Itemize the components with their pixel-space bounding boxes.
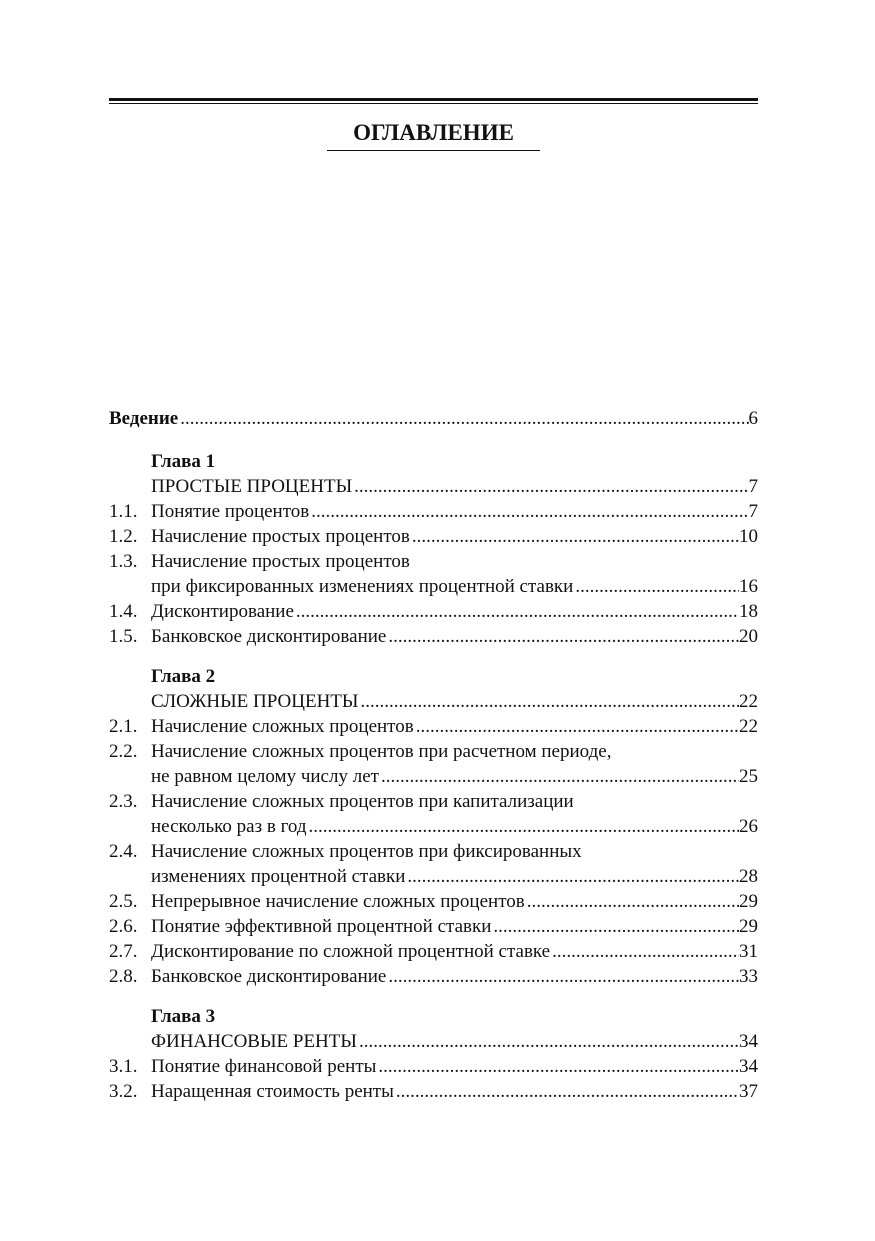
leader-dots (575, 574, 739, 599)
toc-section-entry[interactable] (109, 789, 758, 814)
section-number: 1.4. (109, 601, 138, 622)
section-title: Начисление сложных процентов при капитализации (151, 791, 574, 812)
toc-section-entry[interactable] (109, 1054, 758, 1079)
section-title: Понятие финансовой ренты (151, 1056, 377, 1077)
leader-dots (296, 599, 739, 624)
section-number: 1.5. (109, 626, 138, 647)
toc-section-entry[interactable] (109, 964, 758, 989)
chapter-label-line (109, 664, 758, 689)
section-title: Начисление сложных процентов при фиксированных (151, 841, 582, 862)
leader-dots (493, 914, 739, 939)
toc-section-entry[interactable] (109, 499, 758, 524)
section-number: 3.1. (109, 1056, 138, 1077)
chapter-title-entry[interactable] (109, 1029, 758, 1054)
toc-section-entry[interactable] (109, 574, 758, 599)
leader-dots (407, 864, 739, 889)
leader-dots (378, 1054, 739, 1079)
chapter-label: Глава 3 (151, 1006, 216, 1027)
section-title: Начисление сложных процентов (151, 716, 414, 737)
leader-dots (381, 764, 739, 789)
toc-intro-page: 6 (748, 408, 758, 429)
section-page: 25 (739, 766, 758, 787)
section-title: при фиксированных изменениях процентной ставки (151, 576, 574, 597)
section-title: Начисление сложных процентов при расчетном периоде, (151, 741, 612, 762)
section-page: 31 (739, 941, 758, 962)
toc-section-entry[interactable] (109, 599, 758, 624)
toc-section-entry[interactable] (109, 524, 758, 549)
section-number: 2.4. (109, 841, 138, 862)
leader-dots (309, 814, 739, 839)
section-page: 10 (739, 526, 758, 547)
chapter-title: ФИНАНСОВЫЕ РЕНТЫ (151, 1031, 357, 1052)
toc-intro-entry[interactable] (109, 406, 758, 431)
section-number: 1.1. (109, 501, 138, 522)
section-number: 2.3. (109, 791, 138, 812)
section-page: 33 (739, 966, 758, 987)
section-number: 2.7. (109, 941, 138, 962)
toc-section-entry[interactable] (109, 889, 758, 914)
leader-dots (416, 714, 739, 739)
toc-section-entry[interactable] (109, 814, 758, 839)
spacer (109, 649, 758, 664)
chapter-title-entry[interactable] (109, 689, 758, 714)
toc-section-entry[interactable] (109, 1079, 758, 1104)
toc-section-entry[interactable] (109, 864, 758, 889)
section-title: несколько раз в год (151, 816, 307, 837)
section-title: Понятие эффективной процентной ставки (151, 916, 492, 937)
section-number: 2.5. (109, 891, 138, 912)
toc-section-entry[interactable] (109, 939, 758, 964)
chapter-label-line (109, 1004, 758, 1029)
section-title: Непрерывное начисление сложных процентов (151, 891, 525, 912)
leader-dots (388, 624, 739, 649)
section-page: 22 (739, 716, 758, 737)
toc-section-entry[interactable] (109, 764, 758, 789)
chapter-title: СЛОЖНЫЕ ПРОЦЕНТЫ (151, 691, 359, 712)
section-page: 29 (739, 891, 758, 912)
toc-section-entry[interactable] (109, 839, 758, 864)
chapter-label: Глава 2 (151, 666, 216, 687)
section-number: 2.2. (109, 741, 138, 762)
chapter-page: 7 (748, 476, 758, 497)
section-number: 2.8. (109, 966, 138, 987)
toc-section-entry[interactable] (109, 914, 758, 939)
section-page: 29 (739, 916, 758, 937)
toc-section-entry[interactable] (109, 714, 758, 739)
leader-dots (359, 1029, 739, 1054)
spacer (109, 431, 758, 449)
section-title: Банковское дисконтирование (151, 626, 387, 647)
section-page: 18 (739, 601, 758, 622)
leader-dots (412, 524, 739, 549)
chapter-title: ПРОСТЫЕ ПРОЦЕНТЫ (151, 476, 353, 497)
section-number: 2.6. (109, 916, 138, 937)
page-title: ОГЛАВЛЕНИЕ (327, 119, 540, 151)
section-title: Наращенная стоимость ренты (151, 1081, 394, 1102)
leader-dots (527, 889, 739, 914)
leader-dots (311, 499, 748, 524)
section-title: не равном целому числу лет (151, 766, 379, 787)
section-number: 1.2. (109, 526, 138, 547)
toc-intro-text: Ведение (109, 408, 179, 429)
leader-dots (360, 689, 739, 714)
section-title: Банковское дисконтирование (151, 966, 387, 987)
table-of-contents (109, 406, 758, 1104)
leader-dots (396, 1079, 739, 1104)
section-title: Начисление простых процентов (151, 526, 410, 547)
section-title: Начисление простых процентов (151, 551, 410, 572)
leader-dots (552, 939, 739, 964)
section-page: 34 (739, 1056, 758, 1077)
section-page: 16 (739, 576, 758, 597)
chapter-label: Глава 1 (151, 451, 216, 472)
toc-section-entry[interactable] (109, 549, 758, 574)
section-page: 26 (739, 816, 758, 837)
section-page: 20 (739, 626, 758, 647)
section-number: 1.3. (109, 551, 138, 572)
chapter-page: 34 (739, 1031, 758, 1052)
spacer (109, 989, 758, 1004)
section-title: Дисконтирование (151, 601, 294, 622)
section-title: Понятие процентов (151, 501, 310, 522)
toc-section-entry[interactable] (109, 739, 758, 764)
header-rule-thick (109, 98, 758, 101)
header-rule-thin (109, 103, 758, 104)
leader-dots (388, 964, 739, 989)
chapter-page: 22 (739, 691, 758, 712)
section-number: 2.1. (109, 716, 138, 737)
chapter-label-line (109, 449, 758, 474)
leader-dots (354, 474, 748, 499)
section-page: 28 (739, 866, 758, 887)
section-number: 3.2. (109, 1081, 138, 1102)
leader-dots (180, 406, 748, 431)
chapter-title-entry[interactable] (109, 474, 758, 499)
section-page: 37 (739, 1081, 758, 1102)
toc-section-entry[interactable] (109, 624, 758, 649)
section-title: изменениях процентной ставки (151, 866, 406, 887)
section-title: Дисконтирование по сложной процентной ставке (151, 941, 551, 962)
section-page: 7 (748, 501, 758, 522)
